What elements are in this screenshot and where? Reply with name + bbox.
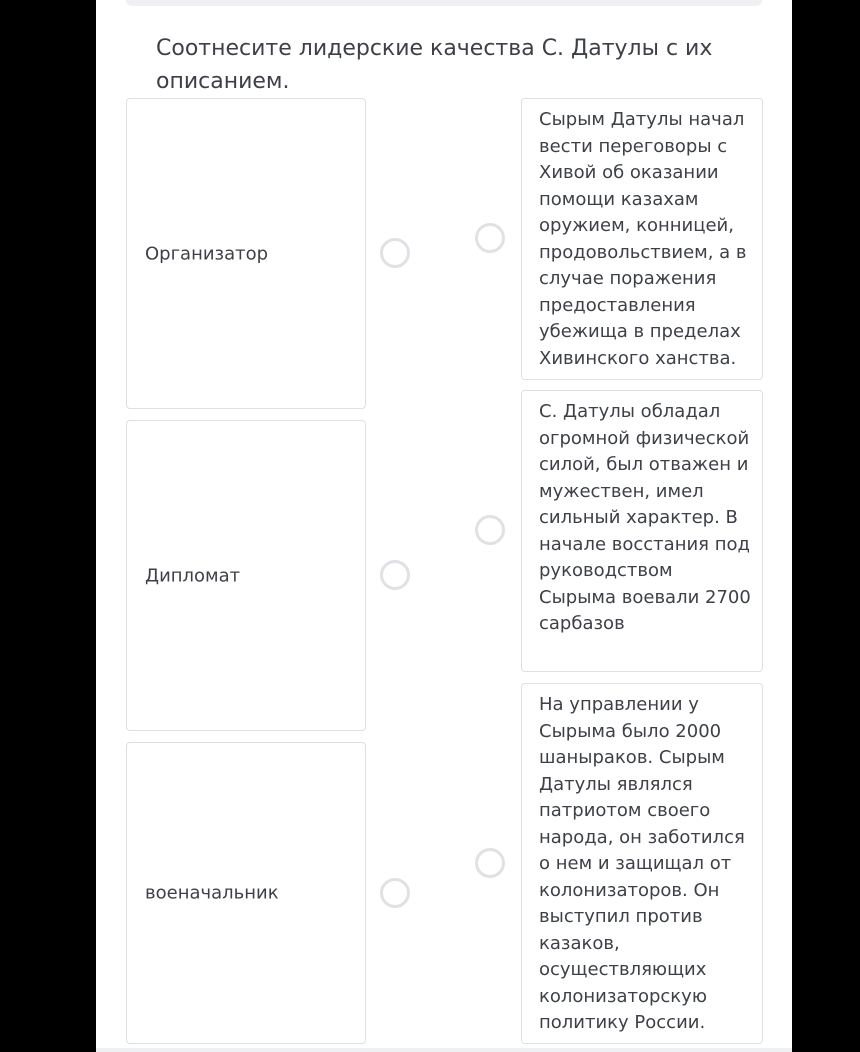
quiz-page	[96, 0, 792, 1052]
left-option-label: Организатор	[145, 243, 269, 264]
left-match-radio-1[interactable]	[380, 238, 410, 268]
right-match-radio-3[interactable]	[475, 848, 505, 878]
question-text: Соотнесите лидерские качества С. Датулы с их описанием.	[156, 36, 713, 94]
bottom-divider	[96, 1048, 792, 1052]
left-option-organizer[interactable]	[126, 98, 366, 409]
left-option-label: Дипломат	[145, 565, 241, 586]
right-option-3[interactable]	[521, 683, 763, 1044]
right-match-radio-1[interactable]	[475, 223, 505, 253]
right-option-text: На управлении у Сырыма было 2000 шаныраков. Сырым Датулы являлся патриотом своего народа, он заботился о нем и защищал от колонизаторов. Он выступил против казаков, осуществляющих колонизаторскую политику России.	[539, 694, 745, 1033]
left-option-commander[interactable]	[126, 742, 366, 1044]
left-option-diplomat[interactable]	[126, 420, 366, 731]
right-option-text: Сырым Датулы начал вести переговоры с Хивой об оказании помощи казахам оружием, конницей, продовольствием, а в случае поражения предоставления убежища в пределах Хивинского ханства.	[539, 109, 747, 369]
right-option-text: С. Датулы обладал огромной физической силой, был отважен и мужествен, имел сильный характер. В начале восстания под руководством Сырыма воевали 2700 сарбазов	[539, 401, 751, 634]
top-panel	[126, 0, 762, 6]
left-option-label: военачальник	[145, 882, 279, 904]
right-match-radio-2[interactable]	[475, 515, 505, 545]
left-match-radio-3[interactable]	[380, 878, 410, 908]
right-option-1[interactable]	[521, 98, 763, 380]
left-match-radio-2[interactable]	[380, 560, 410, 590]
right-option-2[interactable]	[521, 390, 763, 672]
